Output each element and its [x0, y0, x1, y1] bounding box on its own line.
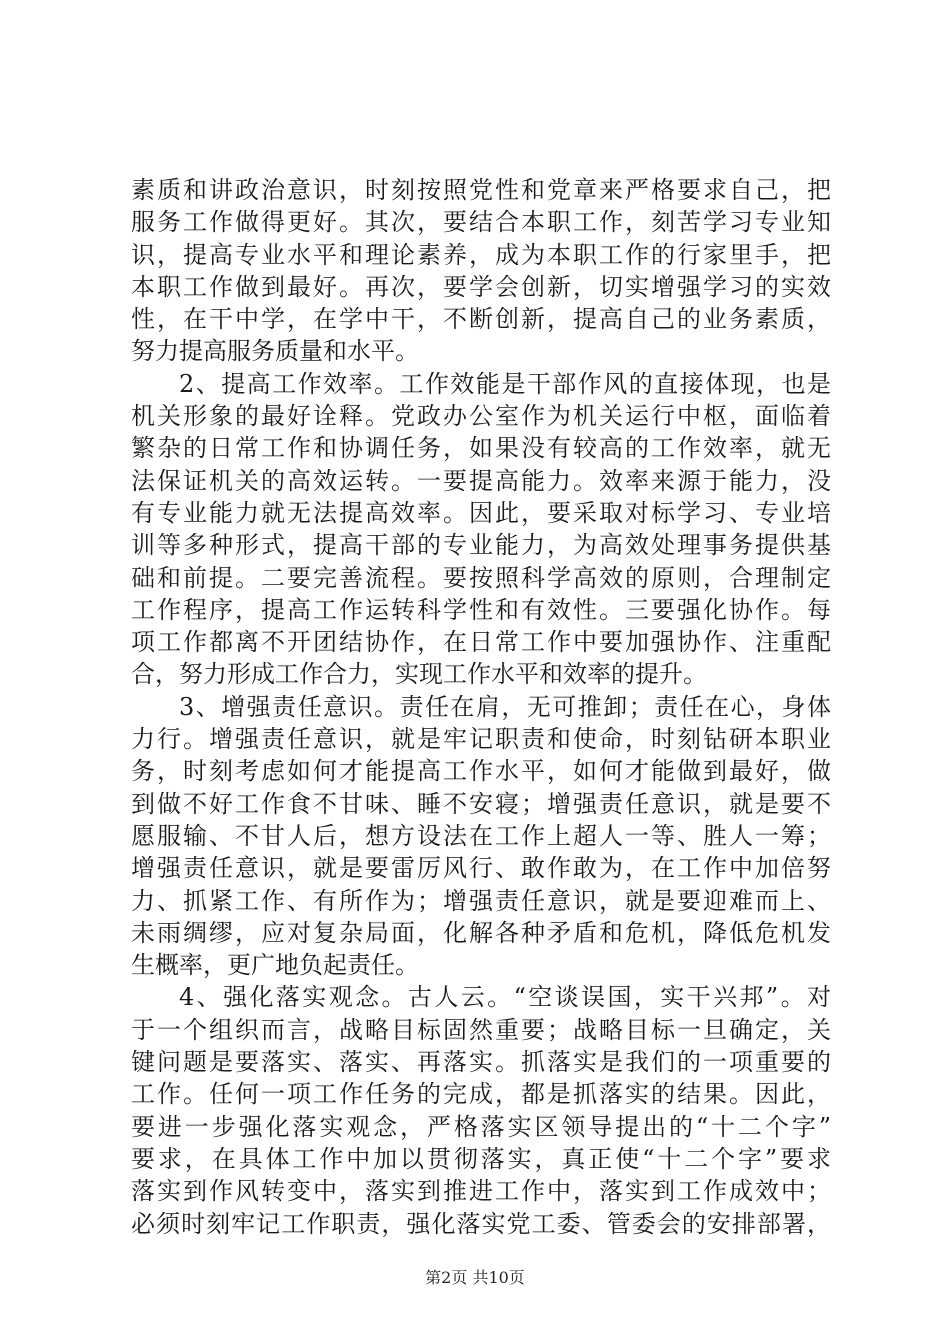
- text-line: 生概率，更广地负起责任。: [131, 951, 419, 980]
- text-line: 落实到作风转变中，落实到推进工作中，落实到工作成效中；: [131, 1177, 831, 1206]
- text-line: 础和前提。二要完善流程。要按照科学高效的原则，合理制定: [131, 563, 831, 592]
- text-line: 繁杂的日常工作和协调任务，如果没有较高的工作效率，就无: [131, 434, 831, 463]
- text-line: 键问题是要落实、落实、再落实。抓落实是我们的一项重要的: [131, 1048, 831, 1077]
- text-line: 训等多种形式，提高干部的专业能力，为高效处理事务提供基: [131, 531, 831, 560]
- body-text: [131, 174, 831, 1240]
- text-line: 力行。增强责任意识，就是牢记职责和使命，时刻钻研本职业: [131, 725, 831, 754]
- text-line: 必须时刻牢记工作职责，强化落实党工委、管委会的安排部署，: [131, 1209, 831, 1238]
- text-line: 有专业能力就无法提高效率。因此，要采取对标学习、专业培: [131, 498, 831, 527]
- text-line: 素质和讲政治意识，时刻按照党性和党章来严格要求自己，把: [131, 176, 831, 204]
- text-line: 识，提高专业水平和理论素养，成为本职工作的行家里手，把: [131, 240, 831, 269]
- text-line: 要求，在具体工作中加以贯彻落实，真正使“十二个字”要求: [131, 1144, 831, 1173]
- text-line: 未雨绸缪，应对复杂局面，化解各种矛盾和危机，降低危机发: [131, 918, 831, 947]
- text-line: 服务工作做得更好。其次，要结合本职工作，刻苦学习专业知: [131, 208, 831, 237]
- text-line: 努力提高服务质量和水平。: [131, 337, 419, 366]
- text-line: 务，时刻考虑如何才能提高工作水平，如何才能做到最好，做: [131, 757, 831, 786]
- page-number-footer: 第2页 共10页: [425, 1268, 525, 1287]
- text-line: 法保证机关的高效运转。一要提高能力。效率来源于能力，没: [131, 466, 831, 495]
- paragraph-start-line: 2、提高工作效率。工作效能是干部作风的直接体现，也是: [179, 369, 831, 398]
- text-line: 机关形象的最好诠释。党政办公室作为机关运行中枢，面临着: [131, 402, 831, 431]
- text-line: 工作。任何一项工作任务的完成，都是抓落实的结果。因此，: [131, 1080, 831, 1109]
- paragraph-start-line: 3、增强责任意识。责任在肩，无可推卸；责任在心，身体: [179, 692, 831, 721]
- text-line: 要进一步强化落实观念，严格落实区领导提出的“十二个字”: [131, 1112, 831, 1141]
- text-line: 于一个组织而言，战略目标固然重要；战略目标一旦确定，关: [131, 1015, 831, 1044]
- text-line: 力、抓紧工作、有所作为；增强责任意识，就是要迎难而上、: [131, 886, 831, 915]
- text-line: 合，努力形成工作合力，实现工作水平和效率的提升。: [131, 660, 707, 689]
- text-line: 项工作都离不开团结协作，在日常工作中要加强协作、注重配: [131, 628, 831, 657]
- text-line: 本职工作做到最好。再次，要学会创新，切实增强学习的实效: [131, 272, 831, 301]
- text-line: 增强责任意识，就是要雷厉风行、敢作敢为，在工作中加倍努: [131, 854, 831, 883]
- paragraph-start-line: 4、强化落实观念。古人云。“空谈误国，实干兴邦”。对: [179, 983, 831, 1012]
- text-line: 到做不好工作食不甘味、睡不安寝；增强责任意识，就是要不: [131, 789, 831, 818]
- text-line: 性，在干中学，在学中干，不断创新，提高自己的业务素质，: [131, 305, 831, 334]
- text-line: 愿服输、不甘人后，想方设法在工作上超人一等、胜人一筹；: [131, 821, 831, 850]
- text-line: 工作程序，提高工作运转科学性和有效性。三要强化协作。每: [131, 595, 831, 624]
